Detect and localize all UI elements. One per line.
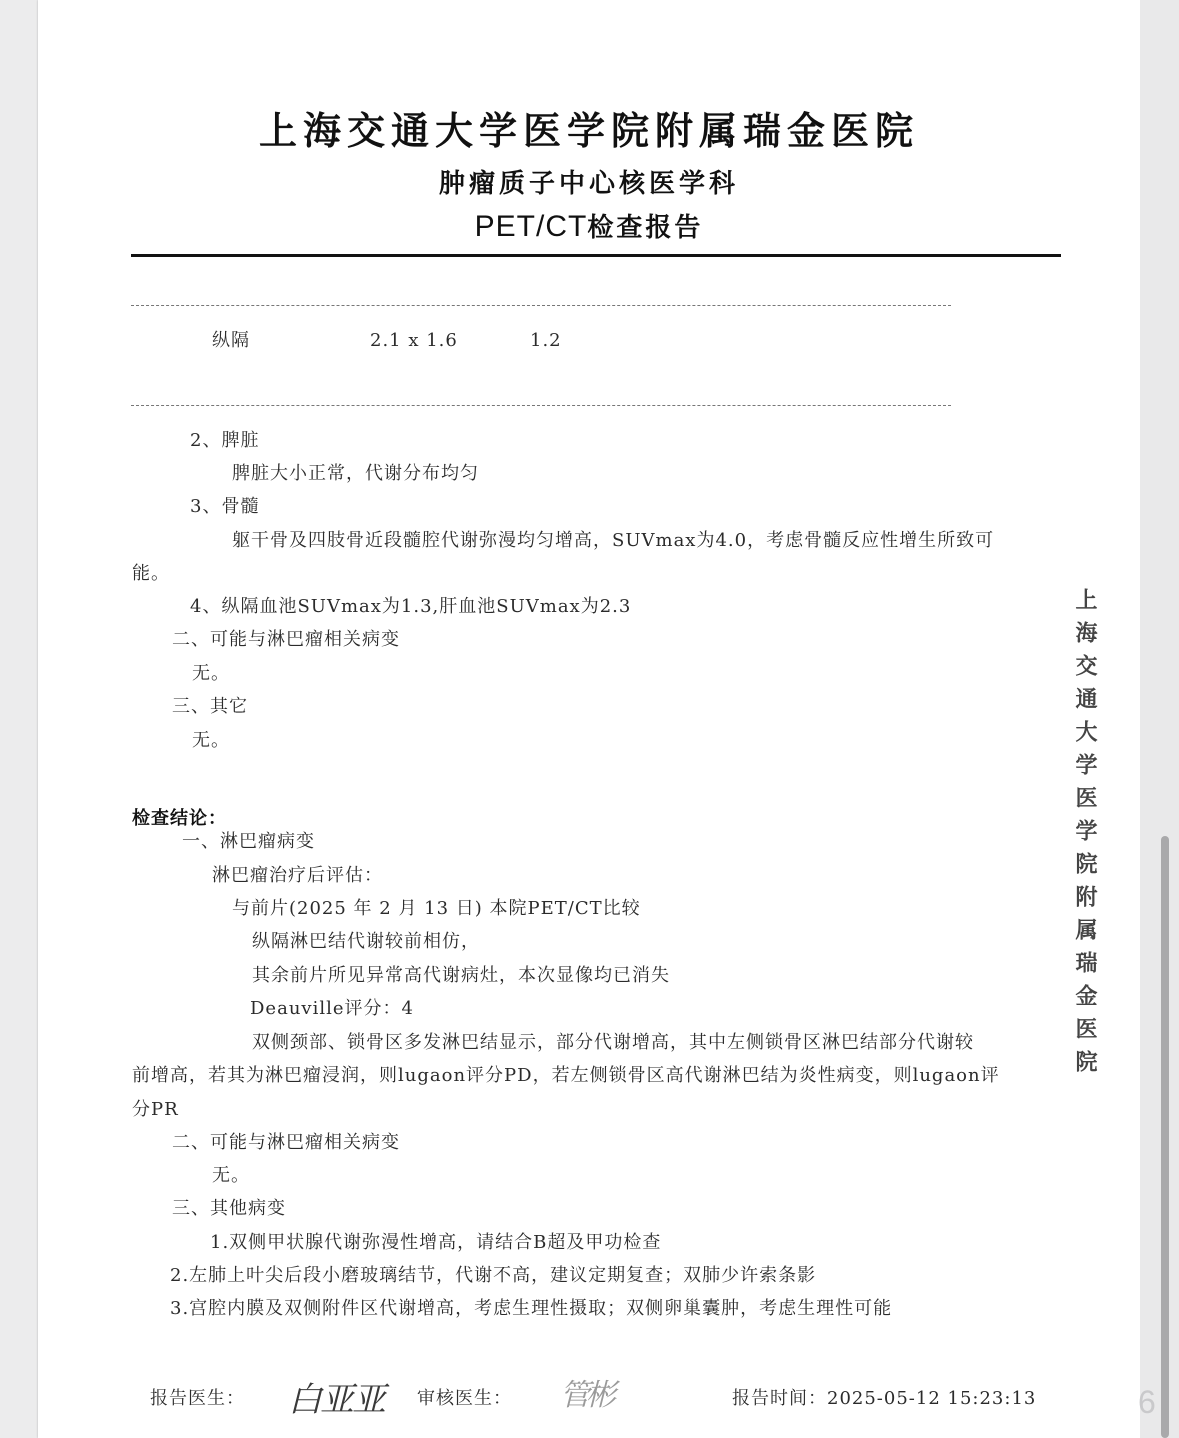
table-suv: 1.2 xyxy=(530,330,562,351)
findings-section2-text: 无。 xyxy=(192,663,230,684)
conclusion-s1-heading: 一、淋巴瘤病变 xyxy=(182,831,315,852)
vertical-hospital-watermark: 上海交通大学医学院附属瑞金医院 xyxy=(1072,588,1098,1083)
deauville-score: Deauville评分：4 xyxy=(250,998,414,1019)
report-page xyxy=(38,0,1140,1438)
corner-page-digit: 6 xyxy=(1138,1384,1156,1420)
report-time xyxy=(732,1390,1036,1408)
conclusion-s3-item3: 3.宫腔内膜及双侧附件区代谢增高，考虑生理性摄取；双侧卵巢囊肿，考虑生理性可能 xyxy=(170,1298,893,1319)
table-divider-bottom xyxy=(131,405,951,406)
reviewer-label: 审核医生： xyxy=(417,1388,512,1409)
conclusion-s2-text: 无。 xyxy=(212,1165,250,1186)
reporter-signature: 白亚亚 xyxy=(288,1380,384,1420)
findings-section3-text: 无。 xyxy=(192,730,230,751)
marrow-text: 躯干骨及四肢骨近段髓腔代谢弥漫均匀增高，SUVmax为4.0，考虑骨髓反应性增生所致可 xyxy=(232,530,995,551)
spleen-text: 脾脏大小正常，代谢分布均匀 xyxy=(232,463,479,484)
table-divider-top xyxy=(131,305,951,306)
conclusion-s3-heading: 三、其他病变 xyxy=(172,1198,286,1219)
findings-section2-heading: 二、可能与淋巴瘤相关病变 xyxy=(172,629,400,650)
conclusion-compare: 与前片(2025 年 2 月 13 日) 本院PET/CT比较 xyxy=(232,898,641,919)
report-title-en: PET/CT xyxy=(474,210,588,243)
conclusion-s3-item1: 1.双侧甲状腺代谢弥漫性增高，请结合B超及甲功检查 xyxy=(210,1232,662,1253)
conclusion-s2-heading: 二、可能与淋巴瘤相关病变 xyxy=(172,1132,400,1153)
table-size: 2.1 x 1.6 xyxy=(370,330,458,351)
conclusion-line2: 其余前片所见异常高代谢病灶，本次显像均已消失 xyxy=(252,965,670,986)
scrollbar-thumb[interactable] xyxy=(1161,836,1169,1438)
marrow-heading: 3、骨髓 xyxy=(190,496,260,517)
conclusion-para-2: 前增高，若其为淋巴瘤浸润，则lugaon评分PD，若左侧锁骨区高代谢淋巴结为炎性病变，则lugaon评 xyxy=(132,1065,1000,1086)
bloodpool-text: 4、纵隔血池SUVmax为1.3,肝血池SUVmax为2.3 xyxy=(190,596,632,617)
conclusion-label: 检查结论： xyxy=(132,808,227,829)
department-name: 肿瘤质子中心核医学科 xyxy=(438,169,739,199)
header-rule xyxy=(131,254,1061,257)
conclusion-para-3: 分PR xyxy=(132,1099,179,1120)
conclusion-line1: 纵隔淋巴结代谢较前相仿， xyxy=(252,931,480,952)
reviewer-signature: 管彬 xyxy=(560,1378,612,1413)
left-margin xyxy=(0,0,38,1438)
conclusion-s1-sub: 淋巴瘤治疗后评估： xyxy=(212,865,383,886)
spleen-heading: 2、脾脏 xyxy=(190,430,260,451)
table-site: 纵隔 xyxy=(212,330,250,351)
report-title xyxy=(38,207,1140,244)
report-title-cn: 检查报告 xyxy=(587,213,704,243)
conclusion-s3-item2: 2.左肺上叶尖后段小磨玻璃结节，代谢不高，建议定期复查；双肺少许索条影 xyxy=(170,1265,817,1286)
hospital-name: 上海交通大学医学院附属瑞金医院 xyxy=(258,108,919,153)
reporter-label: 报告医生： xyxy=(150,1388,245,1409)
conclusion-para-1: 双侧颈部、锁骨区多发淋巴结显示，部分代谢增高，其中左侧锁骨区淋巴结部分代谢较 xyxy=(252,1032,974,1053)
report-time-value: 2025-05-12 15:23:13 xyxy=(827,1388,1037,1409)
report-time-label: 报告时间： xyxy=(732,1388,827,1409)
findings-section3-heading: 三、其它 xyxy=(172,696,248,717)
marrow-text-cont: 能。 xyxy=(132,563,170,584)
